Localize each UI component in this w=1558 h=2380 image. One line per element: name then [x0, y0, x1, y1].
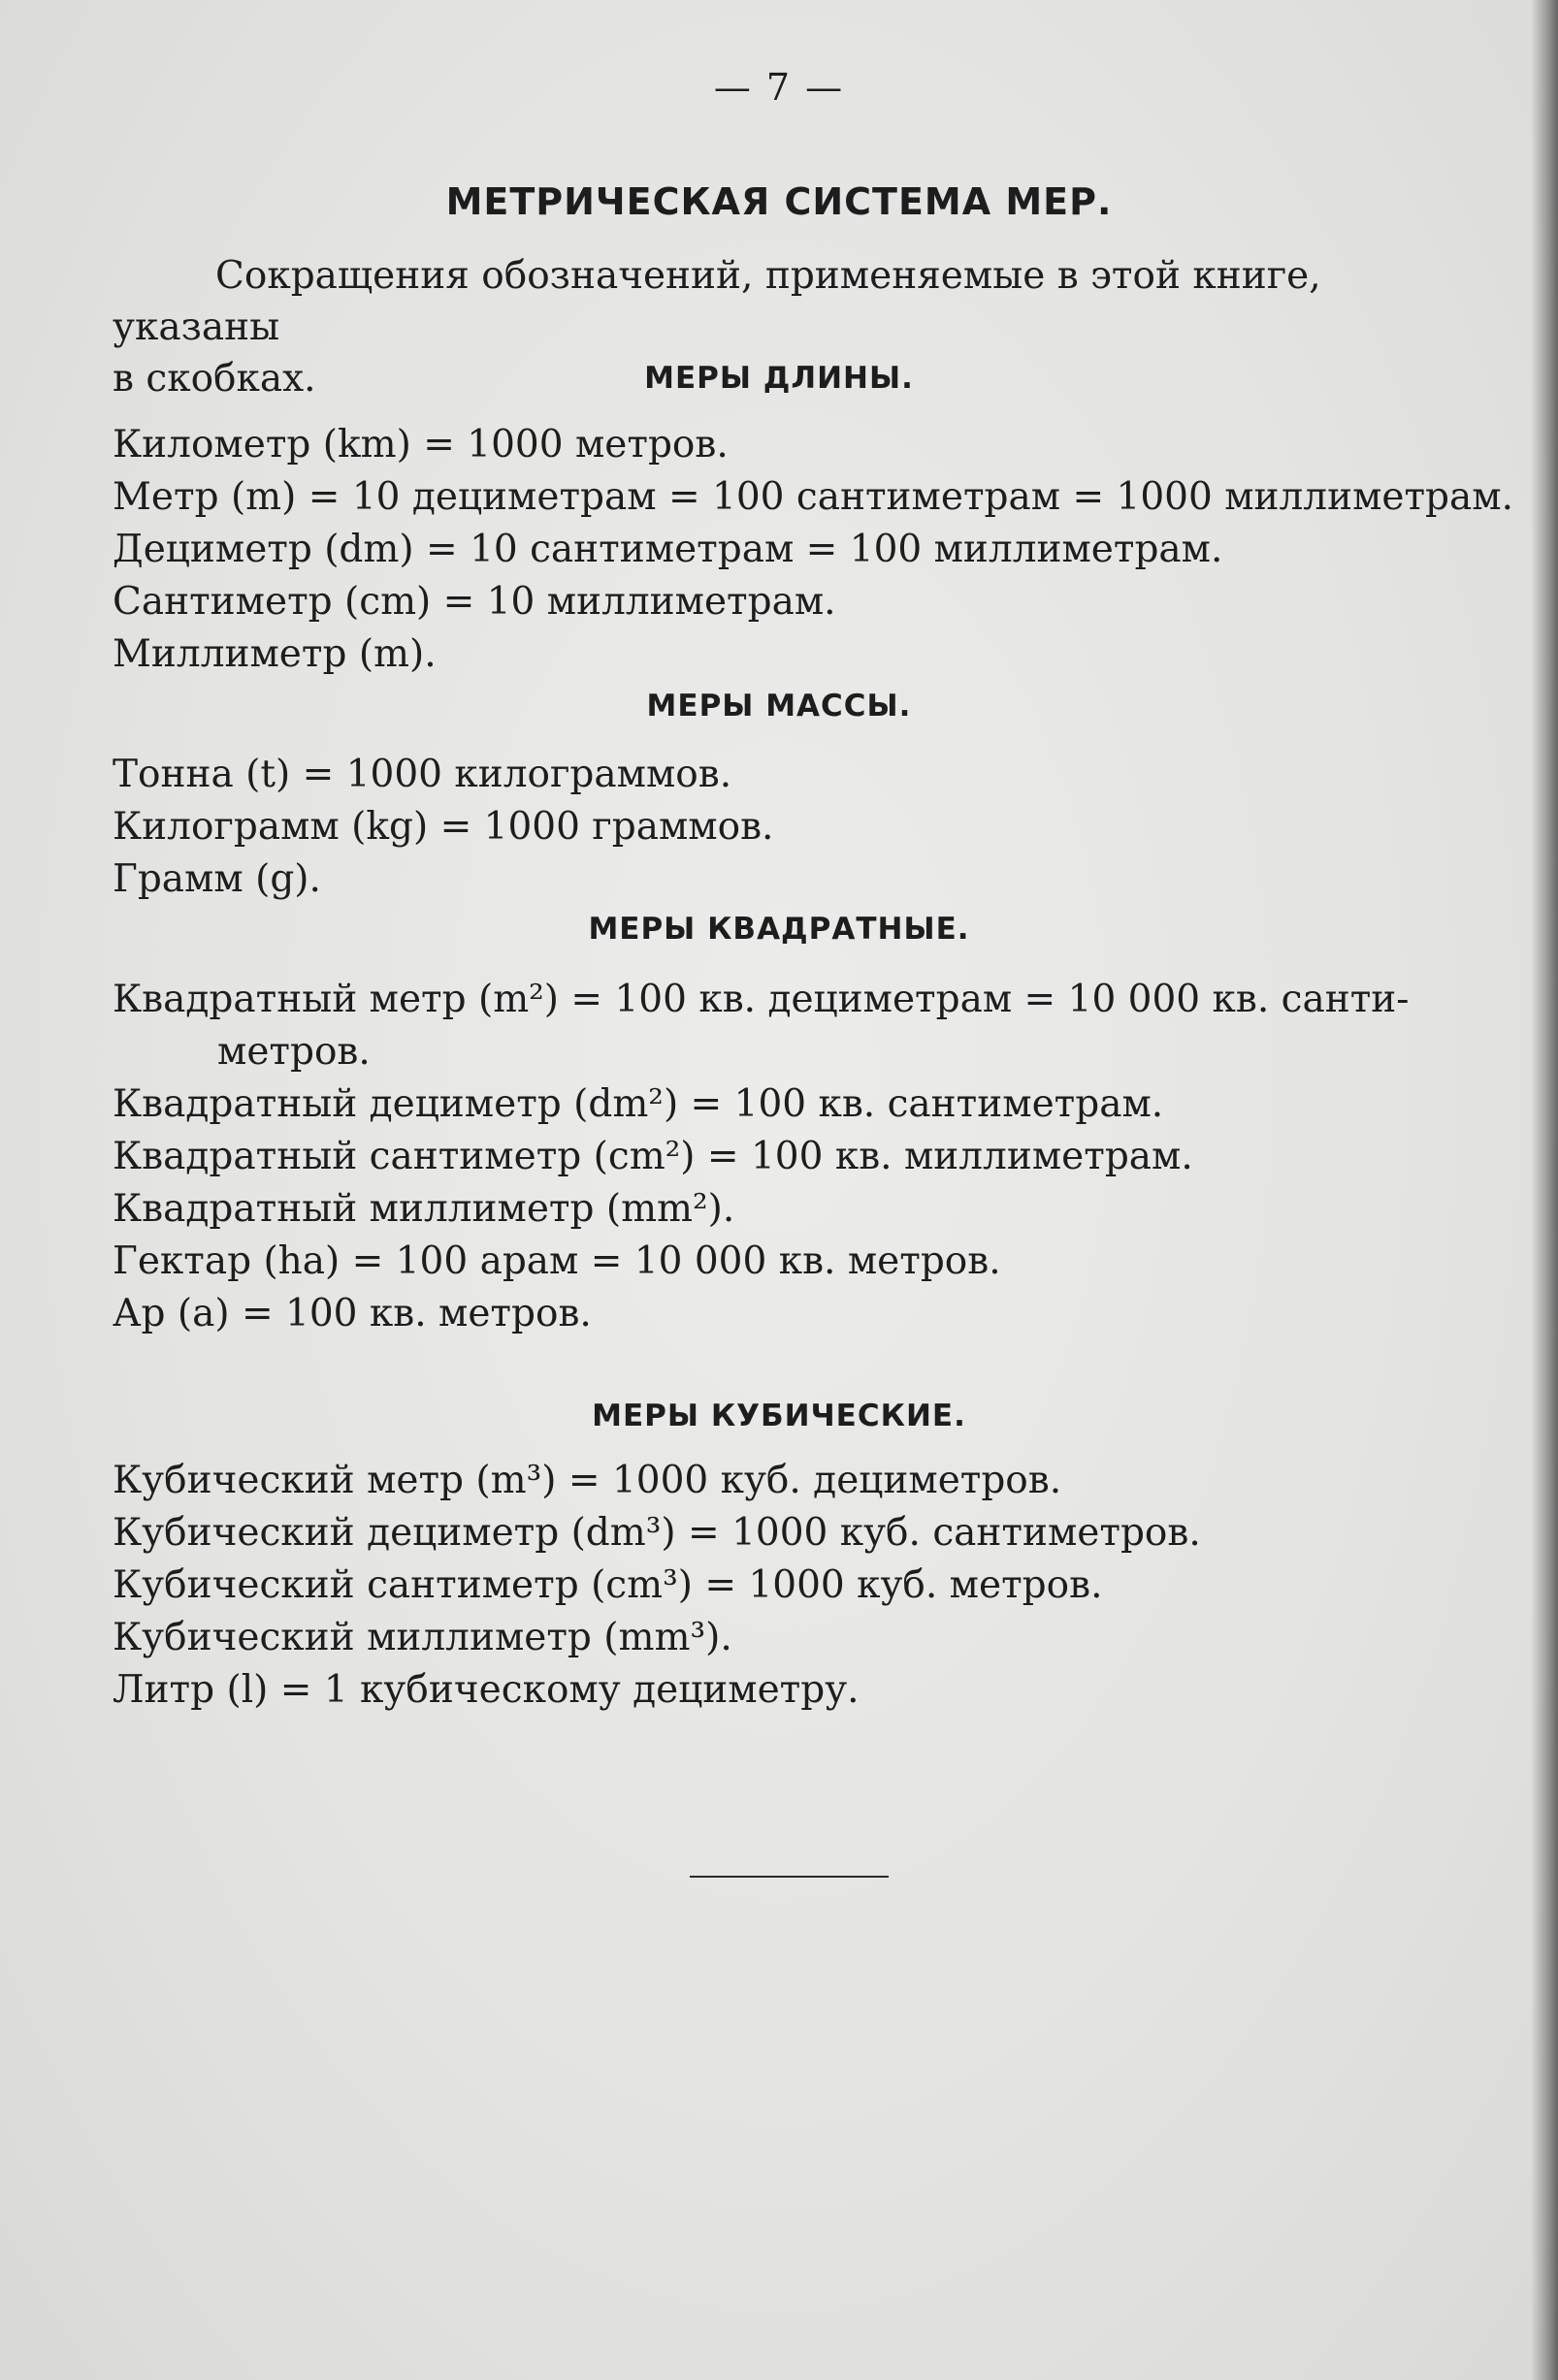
section-title-cubic: МЕРЫ КУБИЧЕСКИЕ.	[592, 1399, 966, 1433]
page-title: МЕТРИЧЕСКАЯ СИСТЕМА МЕР.	[445, 180, 1113, 223]
list-item: Ар (a) = 100 кв. метров.	[113, 1292, 592, 1335]
intro-line-2: в скобках.	[113, 357, 316, 401]
page-edge-shadow	[1531, 0, 1558, 2380]
intro-line-1: Сокращения обозначений, применяемые в этой книге, указаны	[113, 254, 1321, 349]
list-item: Кубический сантиметр (cm³) = 1000 куб. метров.	[113, 1563, 1103, 1607]
list-item: Метр (m) = 10 дециметрам = 100 сантиметрам = 1000 миллиметрам.	[113, 475, 1514, 519]
list-item-continuation: метров.	[217, 1030, 371, 1074]
list-item: Тонна (t) = 1000 килограммов.	[113, 753, 732, 796]
list-item: Дециметр (dm) = 10 сантиметрам = 100 миллиметрам.	[113, 528, 1223, 571]
list-item: Кубический дециметр (dm³) = 1000 куб. сантиметров.	[113, 1511, 1201, 1555]
list-item: Квадратный миллиметр (mm²).	[113, 1187, 735, 1231]
square-list	[113, 974, 1490, 1340]
list-item: Километр (km) = 1000 метров.	[113, 423, 729, 466]
mass-list	[113, 749, 1490, 906]
length-list	[113, 419, 1514, 681]
list-item: Литр (l) = 1 кубическому дециметру.	[113, 1668, 860, 1712]
list-item: Килограмм (kg) = 1000 граммов.	[113, 805, 774, 849]
list-item: Гектар (ha) = 100 арам = 10 000 кв. метров.	[113, 1239, 1001, 1283]
list-item: Кубический миллиметр (mm³).	[113, 1616, 732, 1659]
section-title-square: МЕРЫ КВАДРАТНЫЕ.	[588, 912, 970, 947]
page-number: — 7 —	[713, 66, 845, 109]
list-item: Сантиметр (cm) = 10 миллиметрам.	[113, 580, 836, 624]
list-item: Квадратный метр (m²) = 100 кв. дециметрам = 10 000 кв. санти-	[113, 978, 1410, 1021]
list-item: Квадратный сантиметр (cm²) = 100 кв. миллиметрам.	[113, 1135, 1193, 1178]
list-item: Грамм (g).	[113, 857, 321, 901]
cubic-list	[113, 1455, 1490, 1717]
list-item: Квадратный дециметр (dm²) = 100 кв. сантиметрам.	[113, 1082, 1164, 1126]
list-item: Миллиметр (m).	[113, 632, 437, 676]
list-item: Кубический метр (m³) = 1000 куб. дециметров.	[113, 1459, 1062, 1502]
closing-rule	[690, 1876, 889, 1878]
section-title-length: МЕРЫ ДЛИНЫ.	[644, 361, 914, 396]
section-title-mass: МЕРЫ МАССЫ.	[646, 689, 912, 724]
